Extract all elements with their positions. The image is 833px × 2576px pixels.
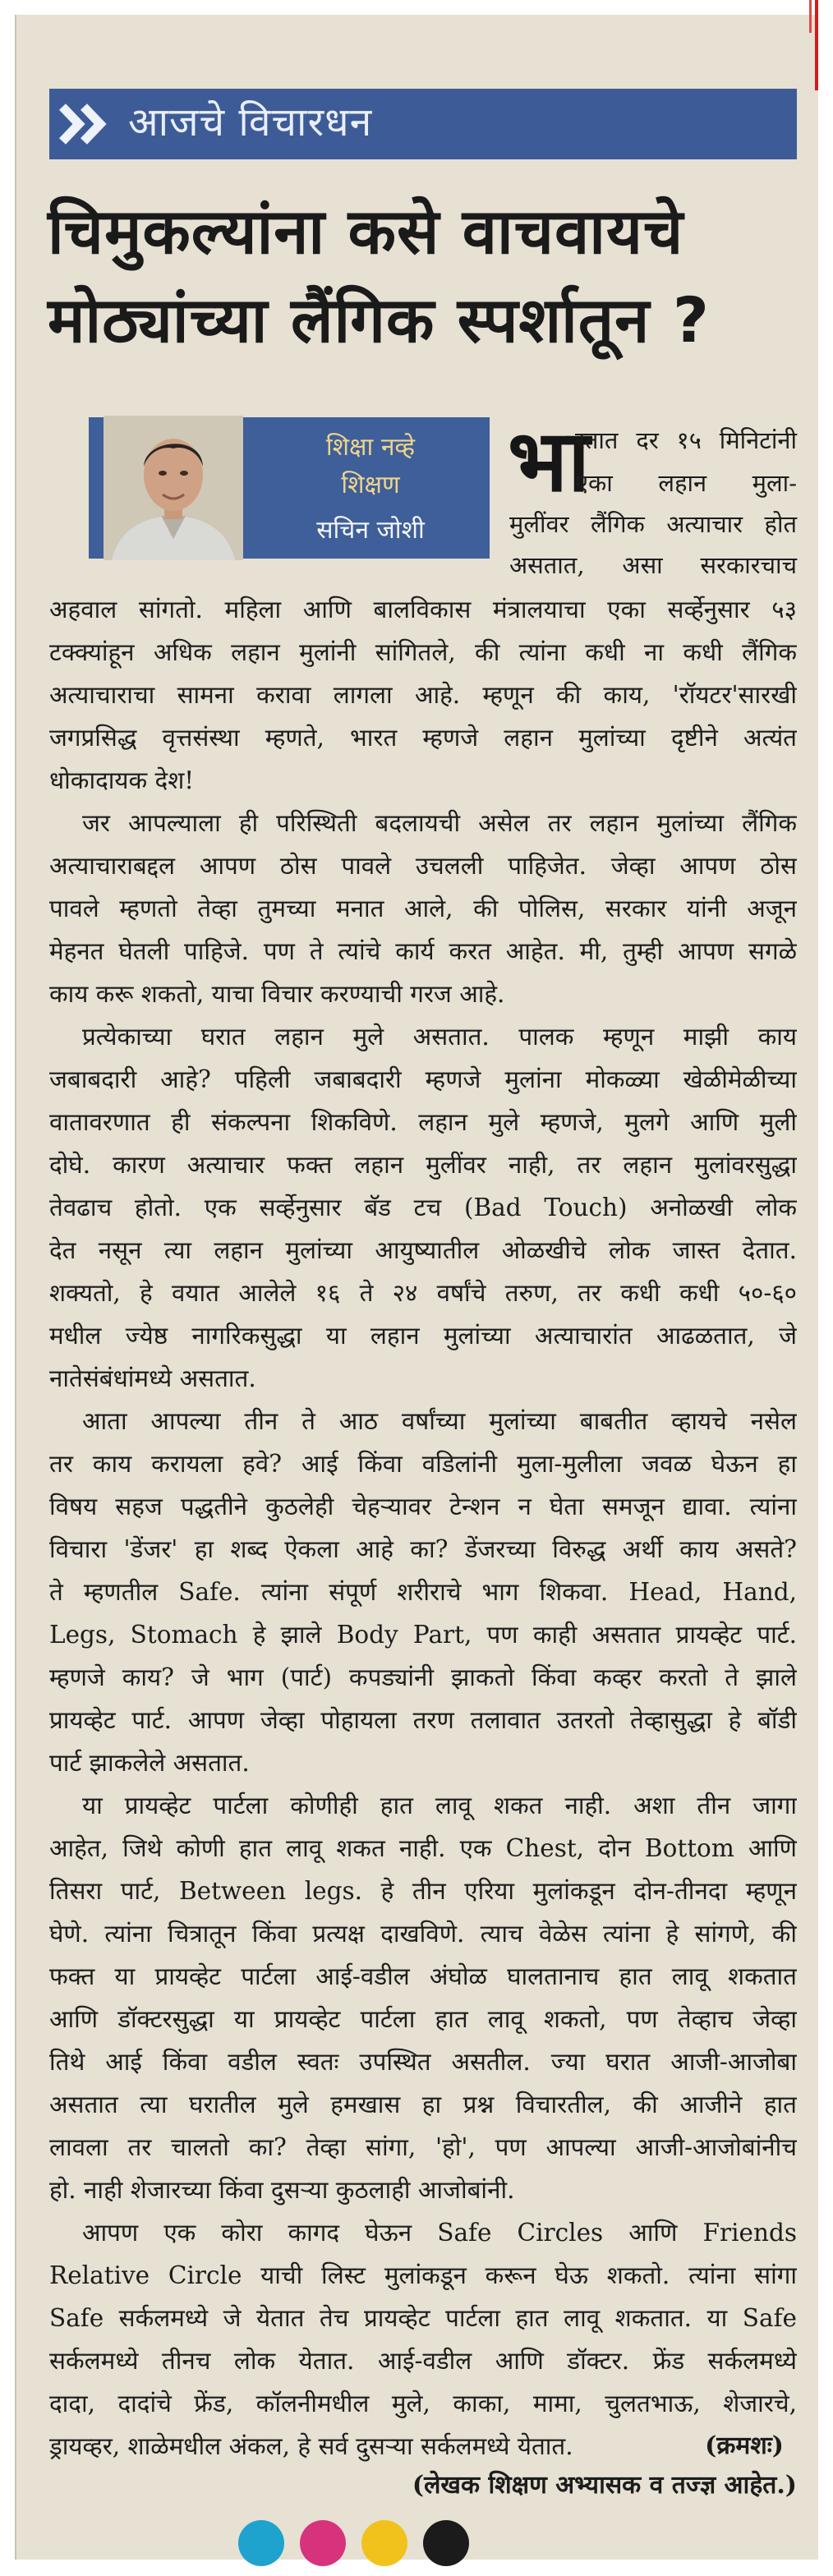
- body-line: ते म्हणतील Safe. त्यांना संपूर्ण शरीराचे भाग शिकवा. Head, Hand,: [49, 1578, 797, 1606]
- body-line: दादा, दादांचे फ्रेंड, कॉलनीमधील मुले, काका, मामा, चुलतभाऊ, शेजारचे,: [49, 2390, 797, 2417]
- article-headline: [48, 187, 803, 365]
- body-line: ड्रायव्हर, शाळेमधील अंकल, हे सर्व दुसऱ्या सर्कलमध्ये येतात.: [49, 2432, 573, 2460]
- body-line: सर्कलमध्ये तीनच लोक येतात. आई-वडील आणि डॉक्टर. फ्रेंड सर्कलमध्ये: [49, 2347, 797, 2375]
- body-line: Legs, Stomach हे झाले Body Part, पण काही असतात प्रायव्हेट पार्ट.: [49, 1621, 797, 1649]
- body-line: जगप्रसिद्ध वृत्तसंस्था म्हणते, भारत म्हणजे लहान मुलांच्या दृष्टीने अत्यंत: [49, 724, 797, 752]
- registration-dot-magenta: [300, 2520, 346, 2566]
- body-line: काय करू शकतो, याचा विचार करण्याची गरज आहे.: [49, 980, 505, 1008]
- registration-dot-black: [423, 2520, 469, 2566]
- body-line: देत नसून त्या लहान मुलांच्या आयुष्यातील ओळखीचे लोक जास्त देतात.: [49, 1236, 797, 1264]
- body-line: दोघे. कारण अत्याचार फक्त लहान मुलींवर नाही, तर लहान मुलांवरसुद्धा: [49, 1151, 797, 1179]
- intro-line: मुलींवर लैंगिक अत्याचार होत: [509, 510, 797, 538]
- body-line: आणि डॉक्टरसुद्धा या प्रायव्हेट पार्टला हात लावू शकतो, पण तेव्हाच जेव्हा: [49, 2005, 797, 2033]
- double-chevron-right-icon: [56, 99, 113, 150]
- section-title: आजचे विचारधन: [128, 99, 373, 145]
- body-line: Relative Circle याची लिस्ट मुलांकडून करून घेऊ शकतो. त्यांना सांगा: [49, 2261, 797, 2289]
- body-line: टक्क्यांहून अधिक लहान मुलांनी सांगितले, की त्यांना कधी ना कधी लैंगिक: [49, 638, 797, 666]
- headline-line-1: चिमुकल्यांना कसे वाचवायचे: [48, 195, 684, 268]
- author-signature: (लेखक शिक्षण अभ्यासक व तज्ज्ञ आहेत.): [412, 2471, 797, 2500]
- body-line: फक्त या प्रायव्हेट पार्टला आई-वडील अंघोळ घालतानाच हात लावू शकतात: [49, 1962, 797, 1990]
- author-name: सचिन जोशी: [316, 516, 425, 545]
- author-portrait-icon: [104, 416, 243, 560]
- body-line: प्रत्येकाच्या घरात लहान मुले असतात. पालक म्हणून माझी काय: [82, 1023, 797, 1051]
- body-line: म्हणजे काय? जे भाग (पार्ट) कपड्यांनी झाकतो किंवा कव्हर करतो ते झाले: [49, 1663, 797, 1691]
- body-line: विषय सहज पद्धतीने कुठलेही चेहऱ्यावर टेन्शन न घेता समजून द्यावा. त्यांना: [49, 1493, 797, 1520]
- body-line: तिथे आई किंवा वडील स्वतः उपस्थित असतील. ज्या घरात आजी-आजोबा: [49, 2048, 797, 2076]
- body-line: अहवाल सांगतो. महिला आणि बालविकास मंत्रालयाचा एका सर्व्हेनुसार ५३: [49, 596, 797, 623]
- body-line: पार्ट झाकलेले असतात.: [49, 1749, 250, 1777]
- body-line: आपण एक कोरा कागद घेऊन Safe Circles आणि Friends: [82, 2219, 797, 2247]
- registration-dot-yellow: [361, 2520, 407, 2566]
- body-line: धोकादायक देश!: [49, 766, 195, 794]
- body-line: तेवढाच होतो. एक सर्व्हेनुसार बॅड टच (Bad Touch) अनोळखी लोक: [49, 1194, 797, 1221]
- body-line: अत्याचाराचा सामना करावा लागला आहे. म्हणून की काय, 'रॉयटर'सारखी: [49, 681, 797, 709]
- registration-dot-cyan: [238, 2520, 284, 2566]
- intro-line: असतात, असा सरकारचाच: [509, 551, 797, 579]
- column-author-box: [89, 417, 490, 559]
- column-title: [260, 429, 481, 504]
- body-line: घेणे. त्यांना चित्रातून किंवा प्रत्यक्ष दाखविणे. त्याच वेळेस त्यांना हे सांगणे, की: [49, 1920, 797, 1948]
- body-line: असतात त्या घरातील मुले हमखास हा प्रश्न विचारतील, की आजीने हात: [49, 2091, 797, 2118]
- body-line: जर आपल्याला ही परिस्थिती बदलायची असेल तर लहान मुलांच्या लैंगिक: [82, 809, 797, 837]
- column-title-line-1: शिक्षा नव्हे: [325, 433, 416, 462]
- body-line: तर काय करायला हवे? आई किंवा वडिलांनी मुला-मुलीला जवळ घेऊन हा: [49, 1450, 797, 1478]
- column-title-line-2: शिक्षण: [341, 471, 400, 499]
- body-line: शक्यतो, हे वयात आलेले १६ ते २४ वर्षांचे तरुण, तर कधी कधी ५०-६०: [49, 1279, 797, 1307]
- body-line: प्रायव्हेट पार्ट. आपण जेव्हा पोहायला तरण तलावात उतरतो तेव्हासुद्धा हे बॉडी: [49, 1706, 797, 1734]
- body-line: नातेसंबंधांमध्ये असतात.: [49, 1364, 256, 1392]
- page-edge-mark: [815, 0, 818, 90]
- body-line: पावले म्हणतो तेव्हा तुमच्या मनात आले, की पोलिस, सरकार यांनी अजून: [49, 895, 797, 922]
- headline-line-2: मोठ्यांच्या लैंगिक स्पर्शातून ?: [48, 283, 710, 356]
- body-line: आता आपल्या तीन ते आठ वर्षांच्या मुलांच्या बाबतीत व्हायचे नसेल: [82, 1407, 797, 1435]
- body-line: विचारा 'डेंजर' हा शब्द ऐकला आहे का? डेंजरच्या विरुद्ध अर्थी काय असते?: [49, 1535, 797, 1563]
- body-line: अत्याचाराबद्दल आपण ठोस पावले उचलली पाहिजेत. जेव्हा आपण ठोस: [49, 852, 797, 880]
- intro-line: रतात दर १५ मिनिटांनी: [575, 426, 797, 454]
- drop-cap: भा: [508, 410, 591, 511]
- body-line: वातावरणात ही संकल्पना शिकविणे. लहान मुले म्हणजे, मुलगे आणि मुली: [49, 1108, 797, 1136]
- section-banner: [49, 89, 797, 159]
- body-line: लावला तर चालतो का? तेव्हा सांगा, 'हो', पण आपल्या आजी-आजोबांनीच: [49, 2133, 797, 2161]
- page-edge-mark-secondary: [809, 0, 812, 33]
- body-line: हो. नाही शेजारच्या किंवा दुसऱ्या कुठलाही आजोबांनी.: [49, 2176, 515, 2204]
- body-line: या प्रायव्हेट पार्टला कोणीही हात लावू शकत नाही. अशा तीन जागा: [82, 1792, 797, 1819]
- body-line: मेहनत घेतली पाहिजे. पण ते त्यांचे कार्य करत आहेत. मी, तुम्ही आपण सगळे: [49, 937, 797, 965]
- body-line: आहेत, जिथे कोणी हात लावू शकत नाही. एक Chest, दोन Bottom आणि: [49, 1834, 797, 1862]
- intro-line: एका लहान मुला-: [575, 469, 797, 497]
- body-line: Safe सर्कलमध्ये जे येतात तेच प्रायव्हेट पार्टला हात लावू शकतात. या Safe: [49, 2304, 797, 2332]
- body-line: मधील ज्येष्ठ नागरिकसुद्धा या लहान मुलांच्या अत्याचारांत आढळतात, जे: [49, 1322, 797, 1350]
- body-line: जबाबदारी आहे? पहिली जबाबदारी म्हणजे मुलांना मोकळ्या खेळीमेळीच्या: [49, 1065, 797, 1093]
- continued-marker: (क्रमशः): [705, 2431, 784, 2460]
- body-line: तिसरा पार्ट, Between legs. हे तीन एरिया मुलांकडून दोन-तीनदा म्हणून: [49, 1877, 797, 1905]
